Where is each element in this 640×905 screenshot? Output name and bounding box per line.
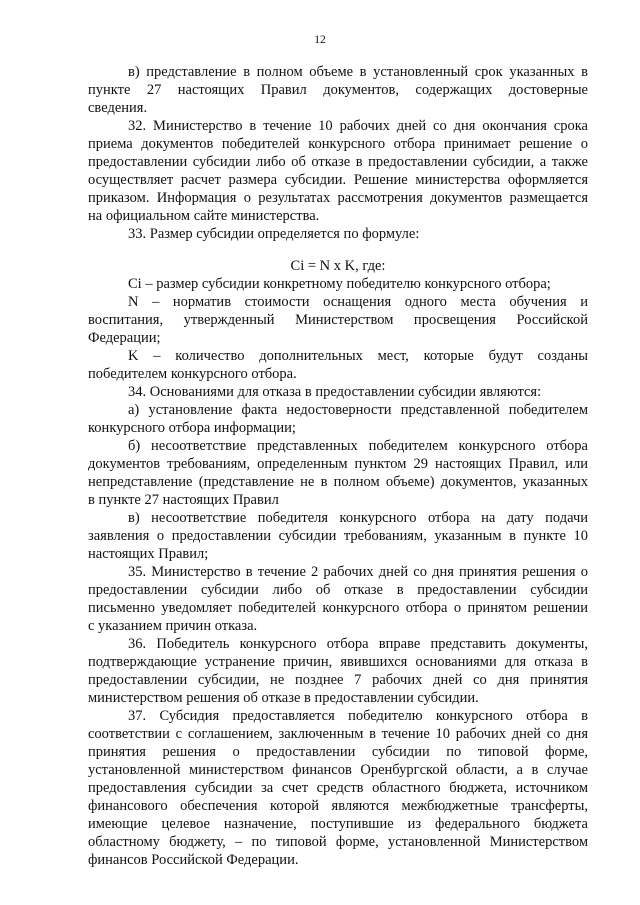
text-line: приказом. Информация о результатах рассмотрения документов размещается [88,190,588,206]
text-line: установленной министерством финансов Оренбургской области, а в случае [88,762,588,778]
text-line: 36. Победитель конкурсного отбора вправе представить документы, [128,636,588,652]
text-line: заявления о предоставлении субсидии требованиям, указанным в пункте 10 [88,528,588,544]
text-line: сведения. [88,100,148,116]
text-line: 37. Субсидия предоставляется победителю конкурсного отбора в [128,708,588,724]
text-line: с указанием причин отказа. [88,618,258,634]
text-line: министерством решения об отказе в предоставлении субсидии. [88,690,479,706]
text-line: в) представление в полном объеме в установленный срок указанных в [128,64,588,80]
text-line: непредставление (представление не в полном объеме) документов, указанных [88,474,588,490]
text-line: финансов Российской Федерации. [88,852,299,868]
text-line: в пункте 27 настоящих Правил [88,492,279,508]
text-line: настоящих Правил; [88,546,209,562]
text-line: 34. Основаниями для отказа в предоставлении субсидии являются: [128,384,542,400]
text-line: а) установление факта недостоверности представленной победителем [128,402,588,418]
text-line: соответствии с соглашением, заключенным в течение 10 рабочих дней со дня [88,726,588,742]
text-line: на официальном сайте министерства. [88,208,320,224]
text-line: конкурсного отбора информации; [88,420,296,436]
text-line: финансового обеспечения которой являются межбюджетные трансферты, [88,798,588,814]
text-line: Федерации; [88,330,161,346]
page-number: 12 [314,34,326,46]
text-line: Ci = N x K, где: [290,258,386,274]
text-line: письменно уведомляет победителей конкурсного отбора о принятом решении [88,600,588,616]
text-line: победителем конкурсного отбора. [88,366,297,382]
text-line: предоставлении субсидии либо об отказе в предоставлении субсидии, а также [88,154,588,170]
text-line: областному бюджету, – по типовой форме, установленной Министерством [88,834,588,850]
text-line: K – количество дополнительных мест, которые будут созданы [128,348,588,364]
text-line: N – норматив стоимости оснащения одного места обучения и [128,294,588,310]
text-line: имеющие целевое назначение, поступившие из федерального бюджета [88,816,588,832]
text-line: 35. Министерство в течение 2 рабочих дней со дня принятия решения о [128,564,588,580]
text-line: воспитания, утвержденный Министерством просвещения Российской [88,312,588,328]
text-line: б) несоответствие представленных победителем конкурсного отбора [128,438,588,454]
text-line: в) несоответствие победителя конкурсного отбора на дату подачи [128,510,588,526]
text-line: предоставлении субсидии, не позднее 7 рабочих дней со дня принятия [88,672,588,688]
text-line: Ci – размер субсидии конкретному победителю конкурсного отбора; [128,276,551,292]
text-line: подтверждающие устранение причин, явившихся основаниями для отказа в [88,654,588,670]
text-line: приема документов победителей конкурсного отбора принимает решение о [88,136,588,152]
text-line: принятия решения о предоставлении субсидии по типовой форме, [88,744,588,760]
text-line: пункте 27 настоящих Правил документов, содержащих достоверные [88,82,588,98]
text-line: осуществляет расчет размера субсидии. Решение министерства оформляется [88,172,588,188]
text-line: 33. Размер субсидии определяется по формуле: [128,226,420,242]
text-line: документов требованиям, определенным пунктом 29 настоящих Правил, или [88,456,588,472]
text-line: предоставления субсидии за счет средств областного бюджета, источником [88,780,588,796]
text-line: предоставлении субсидии либо об отказе в предоставлении субсидии [88,582,588,598]
text-line: 32. Министерство в течение 10 рабочих дней со дня окончания срока [128,118,588,134]
